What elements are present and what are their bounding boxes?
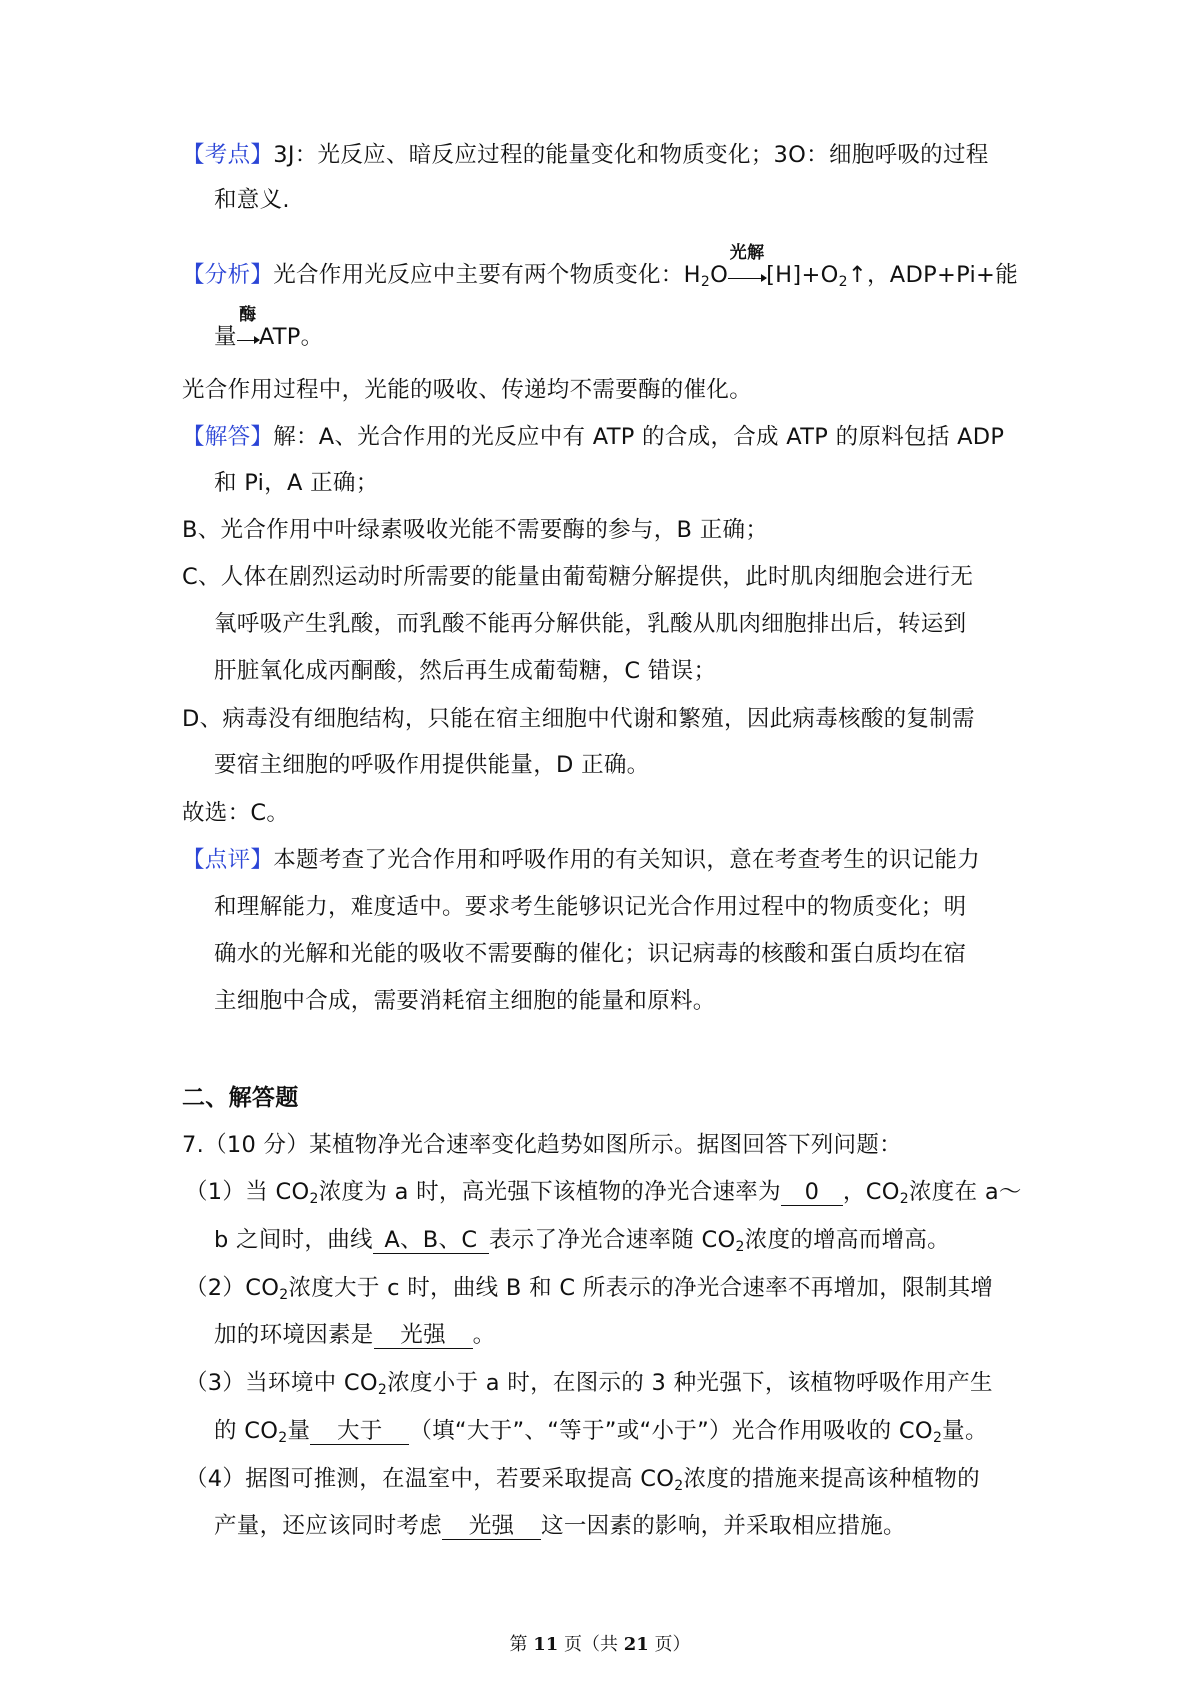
- q7-part4-line1: （4）据图可推测，在温室中，若要采取提高 $CO_2$浓度的措施来提高该种植物的: [185, 1466, 980, 1494]
- kaodian-tag: 【考点】: [182, 142, 274, 168]
- dianping-line-1: 【点评】本题考查了光合作用和呼吸作用的有关知识，意在考查考生的识记能力: [182, 847, 981, 873]
- jieda-line-c3: 肝脏氧化成丙酮酸，然后再生成葡萄糖，C 错误；: [214, 658, 717, 684]
- jieda-line-c1: C、人体在剧烈运动时所需要的能量由葡萄糖分解提供，此时肌肉细胞会进行无: [182, 564, 974, 590]
- q7-part1-line2: b 之间时，曲线 A、B、C 表示了净光合速率随 $CO_2$浓度的增高而增高。: [214, 1227, 950, 1255]
- fenxi-text: 光合作用光反应中主要有两个物质变化：: [273, 262, 684, 288]
- kaodian-line-1: [182, 144, 989, 167]
- q7-part4-line2: 产量，还应该同时考虑 光强 这一因素的影响，并采取相应措施。: [214, 1513, 906, 1539]
- section-title: 二、解答题: [182, 1085, 299, 1111]
- q7-part2-line1: $(2)CO_2$浓度大于 c 时，曲线 B 和 C 所表示的净光合速率不再增加，限制其增: [185, 1275, 994, 1303]
- jieda-answer: 故选：C。: [182, 800, 290, 826]
- jieda-line-d2: 要宿主细胞的呼吸作用提供能量，D 正确。: [214, 752, 650, 778]
- page-footer: 第 11 页（共 21 页）: [509, 1634, 691, 1655]
- jieda-line-c2: 氧呼吸产生乳酸，而乳酸不能再分解供能，乳酸从肌肉细胞排出后，转运到: [214, 611, 967, 637]
- analysis-note: 光合作用过程中，光能的吸收、传递均不需要酶的催化。: [182, 377, 753, 403]
- answer-blank-curves: A、B、C: [373, 1229, 489, 1254]
- fenxi-tag: 【分析】: [182, 262, 274, 288]
- enzyme-label: 酶: [239, 305, 257, 325]
- q7-part2-line2: 加的环境因素是 光强 。: [214, 1322, 496, 1348]
- kaodian-text-1: 3J：光反应、暗反应过程的能量变化和物质变化；3O：细胞呼吸的过程: [273, 142, 989, 168]
- q7-stem: 7.（10 分）某植物净光合速率变化趋势如图所示。据图回答下列问题：: [182, 1132, 902, 1158]
- fenxi-line-2: 量 酶 ATP。: [214, 305, 324, 350]
- q7-part1-line1: （1）当 $CO_2$浓度为 a 时，高光强下该植物的净光合速率为 0 ，$CO_2$浓度在 a～: [185, 1179, 1022, 1207]
- photolysis-arrow-icon: [728, 243, 766, 287]
- q7-part3-line1: （3）当环境中 $CO_2$浓度小于 a 时，在图示的 3 种光强下，该植物呼吸作用产生: [185, 1370, 993, 1398]
- jieda-tag: 【解答】: [182, 424, 274, 450]
- answer-blank-factor: 光强: [374, 1324, 473, 1349]
- dianping-line-3: 确水的光解和光能的吸收不需要酶的催化；识记病毒的核酸和蛋白质均在宿: [214, 941, 967, 967]
- q7-part3-line2: 的 $CO_2$量 大于 （填“大于”、“等于”或“小于”）光合作用吸收的 $CO_2$量。: [214, 1418, 988, 1446]
- jieda-line-a2: 和 Pi，A 正确；: [214, 470, 379, 496]
- answer-blank-rate: 0: [781, 1181, 843, 1206]
- dianping-line-4: 主细胞中合成，需要消耗宿主细胞的能量和原料。: [214, 988, 716, 1014]
- answer-blank-compare: 大于: [310, 1420, 409, 1445]
- products-text-2: ↑，ADP+Pi+能: [847, 262, 1019, 288]
- jieda-line-a1: 【解答】解：A、光合作用的光反应中有 ATP 的合成，合成 ATP 的原料包括 ADP: [182, 424, 1005, 450]
- answer-blank-consider: 光强: [442, 1515, 541, 1540]
- h2o-formula: $H_2O$: [683, 262, 729, 290]
- jieda-line-b1: B、光合作用中叶绿素吸收光能不需要酶的参与，B 正确；: [182, 517, 769, 543]
- dianping-line-2: 和理解能力，难度适中。要求考生能够识记光合作用过程中的物质变化；明: [214, 894, 967, 920]
- total-page-number: 21: [623, 1634, 649, 1655]
- jieda-line-d1: D、病毒没有细胞结构，只能在宿主细胞中代谢和繁殖，因此病毒核酸的复制需: [182, 706, 975, 732]
- enzyme-arrow-icon: [237, 305, 259, 349]
- fenxi-line-1: 【分析】光合作用光反应中主要有两个物质变化：$H_2O$ 光解 $[H]+O_2↑$，ADP+Pi+能: [182, 243, 1019, 290]
- dianping-tag: 【点评】: [182, 847, 274, 873]
- kaodian-line-2: 和意义.: [214, 187, 290, 213]
- current-page-number: 11: [533, 1634, 559, 1655]
- products-text: [H]+O: [766, 262, 839, 288]
- photolysis-label: 光解: [729, 243, 765, 263]
